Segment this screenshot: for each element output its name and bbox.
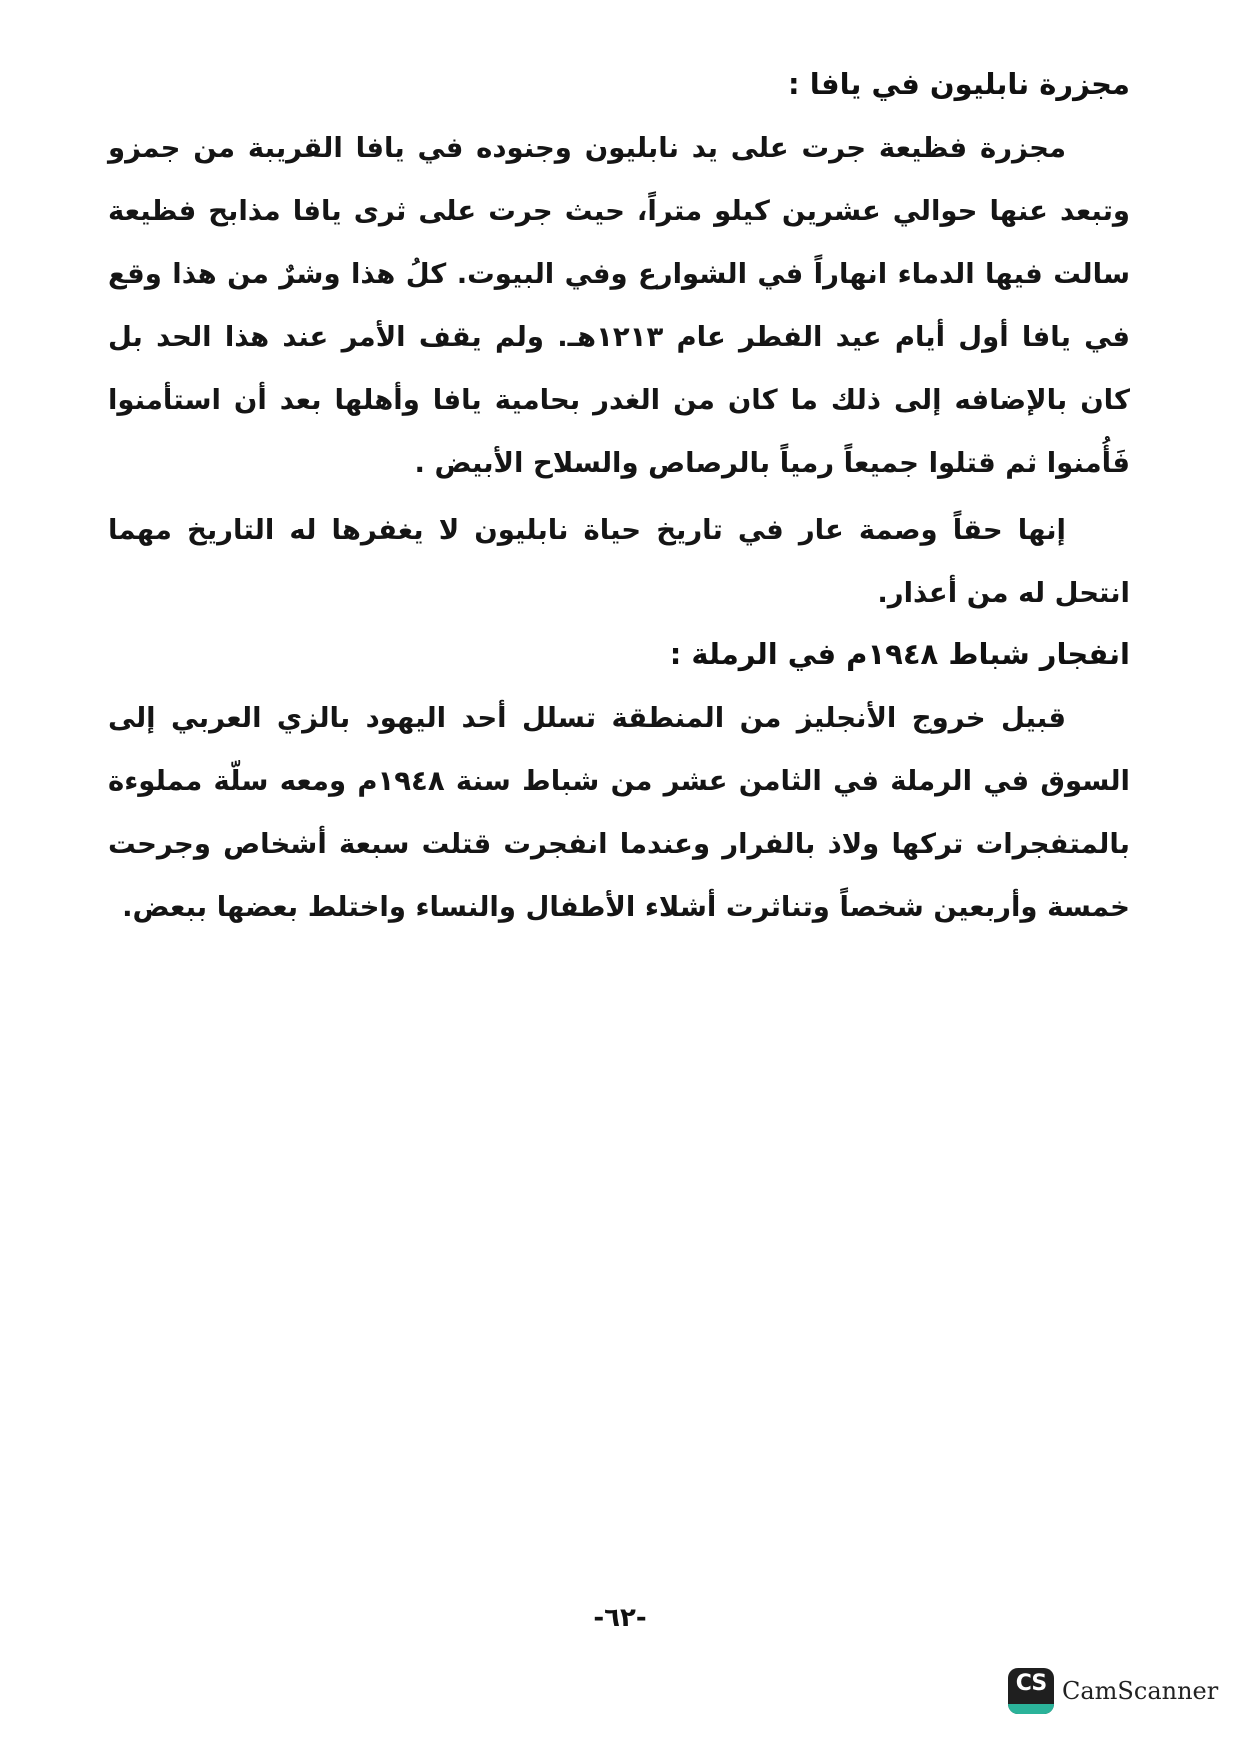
paragraph-napoleon-disgrace: إنها حقاً وصمة عار في تاريخ حياة نابليون لا يغفرها له التاريخ مهما انتحل له من أعذار. (108, 514, 1130, 609)
camscanner-brand-text: CamScanner (1062, 1677, 1219, 1705)
section-heading-ramla-explosion: انفجار شباط ١٩٤٨م في الرملة : (669, 637, 1130, 671)
section-heading-jaffa-massacre: مجزرة نابليون في يافا : (788, 67, 1130, 101)
camscanner-watermark (1008, 1668, 1218, 1714)
camscanner-logo-icon (1008, 1668, 1054, 1714)
paragraph-ramla-explosion: قبيل خروج الأنجليز من المنطقة تسلل أحد اليهود بالزي العربي إلى السوق في الرملة في الثامن عشر من شباط سنة ١٩٤٨م ومعه سلّة مملوءة بالمتفجرات تركها ولاذ بالفرار وعندما انفجرت قتلت سبعة أشخاص وجرحت خمسة وأربعين شخصاً وتناثرت أشلاء الأطفال والنساء واختلط بعضها ببعض. (108, 702, 1130, 923)
page-body (108, 55, 1130, 939)
page-number: -٦٢- (593, 1603, 647, 1633)
camscanner-logo-bar (1008, 1704, 1054, 1714)
paragraph-jaffa-massacre: مجزرة فظيعة جرت على يد نابليون وجنوده في يافا القريبة من جمزو وتبعد عنها حوالي عشرين كيلو متراً، حيث جرت على ثرى يافا مذابح فظيعة سالت فيها الدماء انهاراً في الشوارع وفي البيوت. كلُ هذا وشرٌ من هذا وقع في يافا أول أيام عيد الفطر عام ١٢١٣هـ. ولم يقف الأمر عند هذا الحد بل كان بالإضافه إلى ذلك ما كان من الغدر بحامية يافا وأهلها بعد أن استأمنوا فَأُمنوا ثم قتلوا جميعاً رمياً بالرصاص والسلاح الأبيض . (108, 132, 1130, 479)
camscanner-logo-letters: CS (1015, 1671, 1047, 1696)
